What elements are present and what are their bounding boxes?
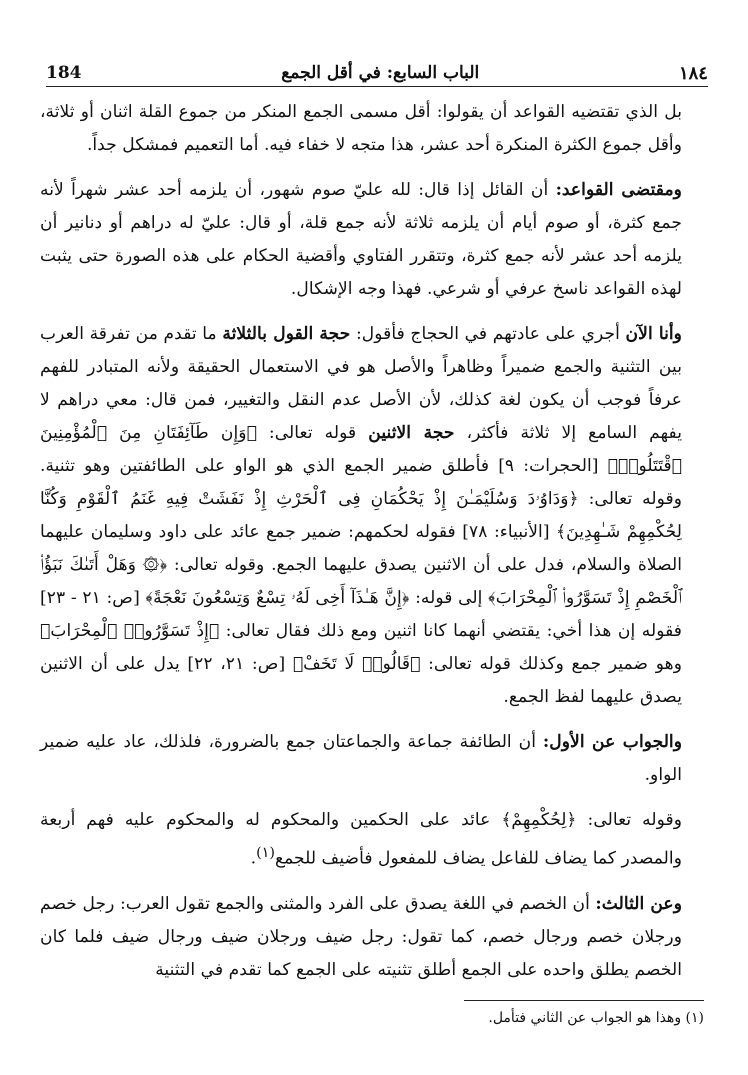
paragraph-2-lead: ومقتضى القواعد: xyxy=(555,180,682,200)
footnote-divider xyxy=(464,1000,704,1001)
paragraph-2 xyxy=(40,174,704,306)
page-body xyxy=(40,96,704,987)
paragraph-4-lead: والجواب عن الأول: xyxy=(542,732,683,752)
footnote-text: وهذا هو الجواب عن الثاني فتأمل. xyxy=(488,1010,682,1026)
paragraph-3-text-3: قوله تعالى: ﴿وَإِن طَآئِفَتَانِ مِنَ ٱلْمُؤْمِنِينَ ٱقْتَتَلُوا۟﴾ [الحجرات: ٩] فأطلق ضمير الجمع الذي هو الواو على الطائفتين وهو تثنية. وقوله تعالى: ﴿وَدَاوُۥدَ وَسُلَيْمَـٰنَ إِذْ يَحْكُمَانِ فِى ٱلْحَرْثِ إِذْ نَفَشَتْ فِيهِ غَنَمُ ٱلْقَوْمِ وَكُنَّا لِحُكْمِهِمْ شَـٰهِدِينَ﴾ [الأنبياء: ٧٨] فقوله لحكمهم: ضمير جمع عائد على داود وسليمان عليهما الصلاة والسلام، فدل على أن الاثنين يصدق عليهما الجمع. وقوله تعالى: ﴿۞ وَهَلْ أَتَىٰكَ نَبَؤُا۟ ٱلْخَصْمِ إِذْ تَسَوَّرُوا۟ ٱلْمِحْرَابَ﴾ إلى قوله: ﴿إِنَّ هَـٰذَآ أَخِى لَهُۥ تِسْعٌ وَتِسْعُونَ نَعْجَةً﴾ [ص: ٢١ - ٢٣] فقوله إن هذا أخي: يقتضي أنهما كانا اثنين ومع ذلك فقال تعالى: ﴿إِذْ تَسَوَّرُوا۟ ٱلْمِحْرَابَ﴾ وهو ضمير جمع وكذلك قوله تعالى: ﴿قَالُوا۟ لَا تَخَفْ﴾ [ص: ٢١، ٢٢] يدل على أن الاثنين يصدق عليهما لفظ الجمع. xyxy=(40,423,682,707)
page-number-latin: 184 xyxy=(46,63,82,83)
paragraph-3-bold-2: حجة الاثنين xyxy=(368,423,455,443)
paragraph-3-text-1: أجري على عادتهم في الحجاج فأقول: xyxy=(350,324,626,344)
paragraph-3-text-2: ما تقدم من تفرقة العرب بين التثنية والجمع ضميراً وظاهراً والأصل هو في الاستعمال الحقيقة ولأنه المتبادر للفهم عرفاً فوجب أن يكون لغة كذلك، لأن الأصل عدم النقل والتغيير، فمن قال: معي دراهم لا يفهم السامع إلا ثلاثة فأكثر، xyxy=(40,324,682,443)
footnote-marker: (١) xyxy=(685,1010,704,1026)
chapter-title: الباب السابع: في أقل الجمع xyxy=(281,63,480,83)
paragraph-3-bold-1: حجة القول بالثلاثة xyxy=(222,324,351,344)
footnote-reference[interactable]: (١) xyxy=(256,845,275,861)
paragraph-6-text: أن الخصم في اللغة يصدق على الفرد والمثنى والجمع تقول العرب: رجل خصم ورجلان خصم ورجال خصم، كما تقول: رجل ضيف ورجلان ضيف ورجال ضيف فلما كان الخصم يطلق واحده على الجمع أطلق تثنيته على الجمع كما تقدم في التثنية xyxy=(40,893,682,980)
running-header xyxy=(46,60,708,87)
paragraph-6-lead: وعن الثالث: xyxy=(595,893,682,914)
paragraph-4-text: أن الطائفة جماعة والجماعتان جمع بالضرورة، فلذلك، عاد عليه ضمير الواو. xyxy=(40,732,682,785)
paragraph-1-text: بل الذي تقتضيه القواعد أن يقولوا: أقل مسمى الجمع المنكر من جموع القلة اثنان أو ثلاثة، وأقل جموع الكثرة المنكرة أحد عشر، هذا متجه لا خفاء فيه. أما التعميم فمشكل جداً. xyxy=(40,102,682,155)
paragraph-4 xyxy=(40,726,704,792)
paragraph-2-text: أن القائل إذا قال: لله عليّ صوم شهور، أن يلزمه أحد عشر شهراً لأنه جمع كثرة، أو صوم أيام أن يلزمه ثلاثة لأنه جمع قلة، أو قال: عليّ له دراهم أو دنانير أن يلزمه أحد عشر لأنه جمع كثرة، وتتقرر الفتاوي وأقضية الحكام على هذه الصورة حتى يثبت لهذه القواعد ناسخ عرفي أو شرعي. فهذا وجه الإشكال. xyxy=(40,180,682,299)
paragraph-6 xyxy=(40,888,704,987)
paragraph-5-tail: . xyxy=(250,848,257,869)
paragraph-5 xyxy=(40,804,704,876)
paragraph-1 xyxy=(40,96,704,162)
page-number-arabic: ١٨٤ xyxy=(678,62,708,84)
footnote xyxy=(40,1007,704,1029)
paragraph-5-text: وقوله تعالى: ﴿لِحُكْمِهِمْ﴾ عائد على الحكمين والمحكوم له والمحكوم عليه فهم أربعة والمصدر كما يضاف للفاعل يضاف للمفعول فأضيف للجمع xyxy=(40,810,682,869)
paragraph-3 xyxy=(40,318,704,714)
paragraph-3-lead: وأنا الآن xyxy=(625,324,682,344)
